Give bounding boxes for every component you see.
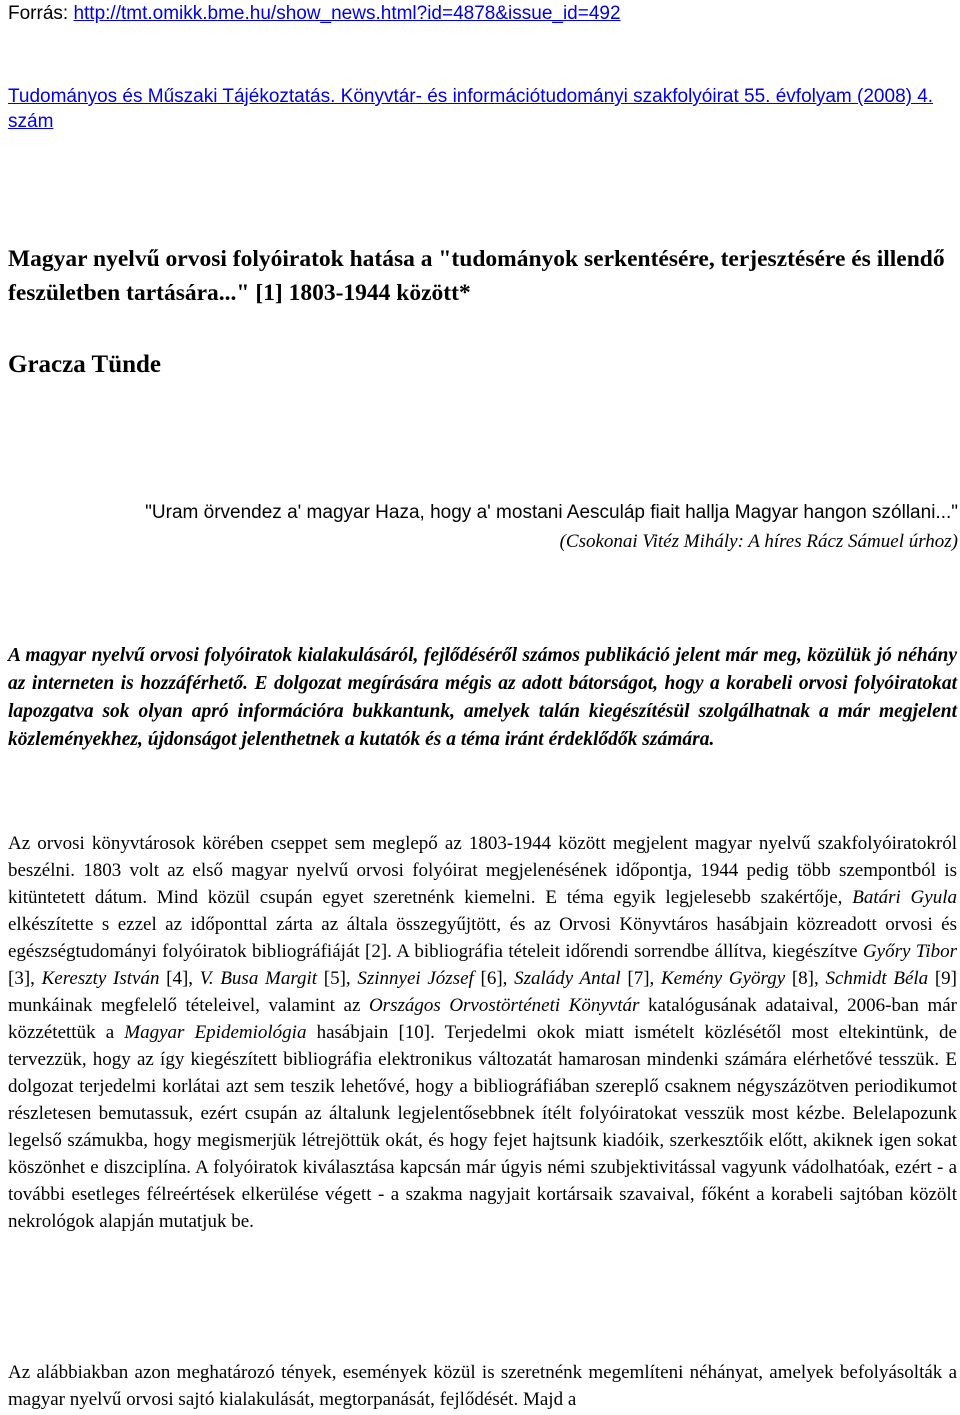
article-title: Magyar nyelvű orvosi folyóiratok hatása a "tudományok serkentésére, terjesztésére és illendő feszületben tartására..." [1] 1803-1944 között* (8, 246, 945, 306)
cited-name: Győry Tibor (862, 941, 957, 962)
cited-name: Kereszty István (41, 968, 160, 989)
abstract: A magyar nyelvű orvosi folyóiratok kialakulásáról, fejlődéséről számos publikáció jelent már meg, közülük jó néhány az interneten is hozzáférhető. E dolgozat megírására mégis az adott bátorságot, hogy a korabeli orvosi folyóiratokat lapozgatva sok olyan apró információra bukkantunk, amelyek talán kiegészítésül szolgálhatnak a már megjelent közleményekhez, újdonságot jelenthetnek a kutatók és a téma iránt érdeklődők számára. (8, 645, 957, 750)
cited-name: Batári Gyula (852, 887, 957, 908)
journal-reference (8, 84, 938, 134)
source-line (8, 2, 621, 26)
text-run: hasábjain [10]. Terjedelmi okok miatt ismételt közlésétől most eltekintünk, de tervezzük, hogy az így kiegészített bibliográfia elektronikus változatát hamarosan mindenki számára elérhetővé tesszük. E dolgozat terjedelmi korlátai azt sem teszik lehetővé, hogy a bibliográfiában szereplő csaknem négyszázötven periodikumot részletesen bemutassuk, ezért csupán az általunk legjelentősebbnek ítélt folyóiratokat vesszük most kézbe. Belelapozunk legelső számukba, hogy megismerjük létrejöttük okát, és hogy fejet hajtsunk kiadóik, szerkesztőik előtt, akiknek igen sokat köszönhet e diszciplína. A folyóiratok kiválasztása kapcsán már úgyis némi szubjektivitással vagyunk vádolhatóak, ezért - a további esetleges félreértések elkerülése végett - a szakma nagyjait kortársaik szavaival, főként a korabeli sajtóban közölt nekrológok alapján mutatjuk be. (8, 1022, 957, 1232)
text-run: [4], (159, 968, 200, 989)
body-paragraph-1 (8, 830, 957, 1235)
motto (8, 498, 958, 556)
cited-journal: Magyar Epidemiológia (124, 1022, 307, 1043)
text-run: [6], (473, 968, 515, 989)
text-run: [5], (317, 968, 358, 989)
text-run: [8], (785, 968, 826, 989)
cited-name: Kemény György (661, 968, 786, 989)
source-link[interactable]: http://tmt.omikk.bme.hu/show_news.html?id=4878&issue_id=492 (73, 3, 621, 24)
cited-name: V. Busa Margit (199, 968, 318, 989)
cited-name: Schmidt Béla (825, 968, 929, 989)
cited-name: Szinnyei József (357, 968, 474, 989)
text-run: [7], (620, 968, 661, 989)
body-paragraph-2: Az alábbiakban azon meghatározó tények, események közül is szeretnénk megemlíteni néhányat, amelyek befolyásolták a magyar nyelvű orvosi sajtó kialakulását, megtorpanását, fejlődését. Majd a (8, 1362, 957, 1410)
article-author: Gracza Tünde (8, 351, 162, 378)
source-label: Forrás: (8, 3, 74, 24)
cited-institution: Országos Orvostörténeti Könyvtár (368, 995, 640, 1016)
journal-link[interactable]: Tudományos és Műszaki Tájékoztatás. Könyvtár- és információtudományi szakfolyóirat 55. évfolyam (2008) 4. szám (8, 86, 934, 132)
text-run: elkészítette s ezzel az időponttal zárta az általa összegyűjtött, és az Orvosi Könyvtáros hasábjain közreadott orvosi és egészségtudományi folyóiratok bibliográfiáját [2]. A bibliográfia tételeit időrendi sorrendbe állítva, kiegészítve (8, 914, 957, 962)
cited-name: Szalády Antal (514, 968, 621, 989)
motto-quote: "Uram örvendez a' magyar Haza, hogy a' mostani Aesculáp fiait hallja Magyar hangon szóllani..." (145, 502, 958, 523)
text-run: [9] munkáinak megfelelő tételeivel, valamint az (8, 968, 957, 1016)
motto-citation: (Csokonai Vitéz Mihály: A híres Rácz Sámuel úrhoz) (559, 531, 958, 552)
text-run: Az orvosi könyvtárosok körében cseppet sem meglepő az 1803-1944 között megjelent magyar nyelvű szakfolyóiratokról beszélni. 1803 volt az első magyar nyelvű orvosi folyóirat megjelenésének időpontja, 1944 pedig több szempontból is kitüntetett dátum. Mind közül csupán egyet szeretnénk kiemelni. E téma egyik legjelesebb szakértője, (8, 833, 957, 908)
text-run: katalógusának adataival, 2006-ban már közzétettük a (8, 995, 957, 1043)
text-run: [3], (8, 968, 42, 989)
